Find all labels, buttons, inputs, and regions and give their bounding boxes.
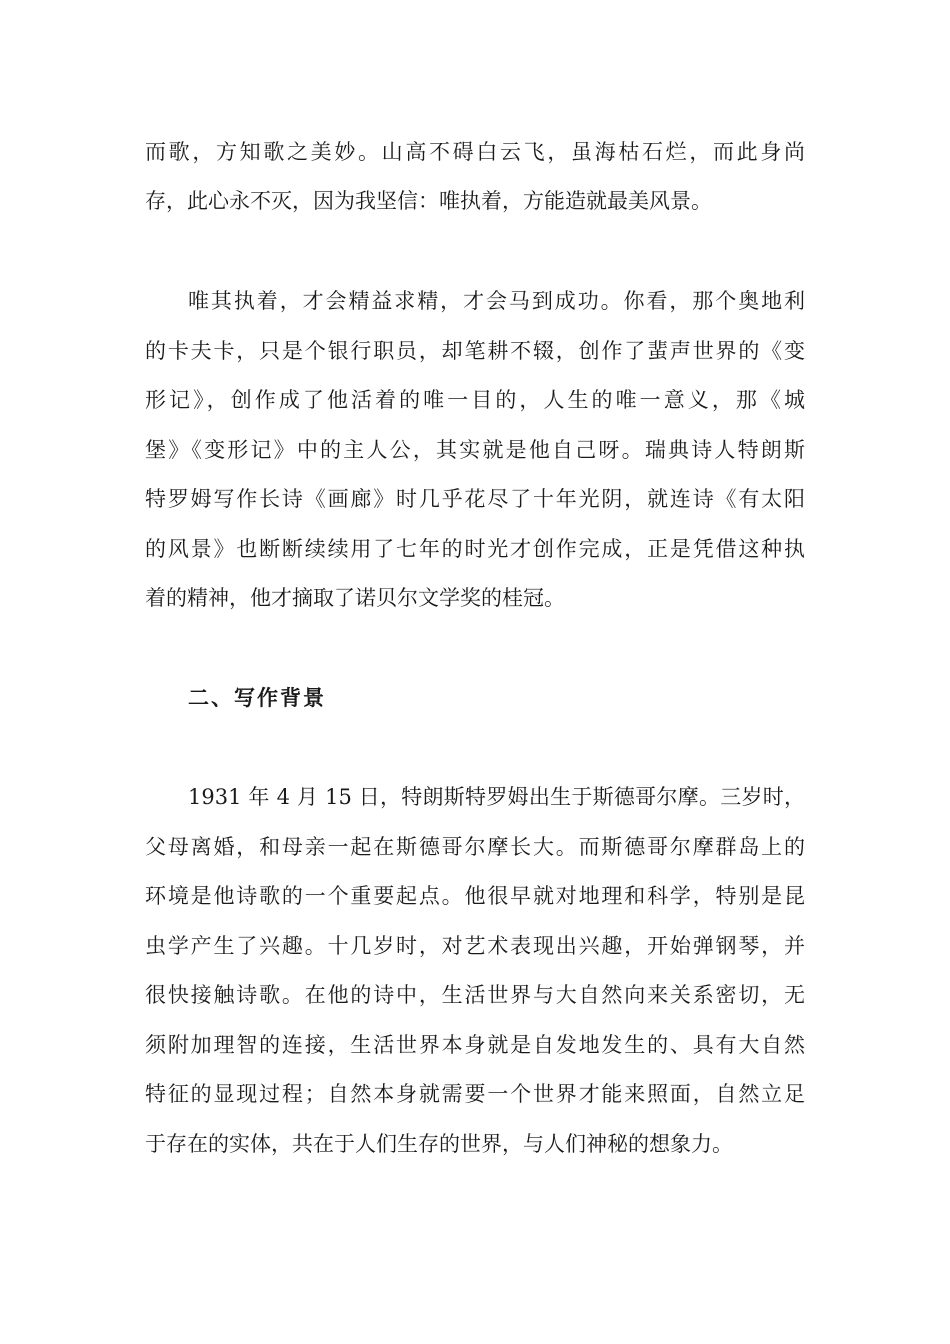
paragraph-2-line-4: 堡》《变形记》中的主人公，其实就是他自己呀。瑞典诗人特朗斯 [145, 438, 805, 462]
paragraph-3-line-8: 于存在的实体，共在于人们生存的世界，与人们神秘的想象力。 [145, 1132, 733, 1156]
paragraph-1-line-2: 存，此心永不灭，因为我坚信：唯执着，方能造就最美风景。 [145, 189, 712, 213]
paragraph-3-line-7: 特征的显现过程；自然本身就需要一个世界才能来照面，自然立足 [145, 1082, 805, 1106]
paragraph-3-line-4: 虫学产生了兴趣。十几岁时，对艺术表现出兴趣，开始弹钢琴，并 [145, 934, 805, 958]
paragraph-3-line-6: 须附加理智的连接，生活世界本身就是自发地发生的、具有大自然 [145, 1033, 805, 1057]
paragraph-2-line-2: 的卡夫卡，只是个银行职员，却笔耕不辍，创作了蜚声世界的《变 [145, 339, 805, 363]
paragraph-2-line-7: 着的精神，他才摘取了诺贝尔文学奖的桂冠。 [145, 586, 565, 610]
paragraph-3-line-5: 很快接触诗歌。在他的诗中，生活世界与大自然向来关系密切，无 [145, 983, 805, 1007]
paragraph-2-line-6: 的风景》也断断续续用了七年的时光才创作完成，正是凭借这种执 [145, 537, 805, 561]
paragraph-3-line-1: 1931 年 4 月 15 日，特朗斯特罗姆出生于斯德哥尔摩。三岁时， [188, 785, 805, 809]
paragraph-2-line-3: 形记》，创作成了他活着的唯一目的，人生的唯一意义，那《城 [145, 388, 805, 412]
paragraph-2-line-1: 唯其执着，才会精益求精，才会马到成功。你看，那个奥地利 [188, 289, 805, 313]
paragraph-2-line-5: 特罗姆写作长诗《画廊》时几乎花尽了十年光阴，就连诗《有太阳 [145, 487, 805, 511]
paragraph-1-line-1: 而歌，方知歌之美妙。山高不碍白云飞，虽海枯石烂，而此身尚 [145, 140, 805, 164]
paragraph-3-line-3: 环境是他诗歌的一个重要起点。他很早就对地理和科学，特别是昆 [145, 884, 805, 908]
section-heading: 二、写作背景 [188, 685, 326, 710]
paragraph-3-line-2: 父母离婚，和母亲一起在斯德哥尔摩长大。而斯德哥尔摩群岛上的 [145, 835, 805, 859]
